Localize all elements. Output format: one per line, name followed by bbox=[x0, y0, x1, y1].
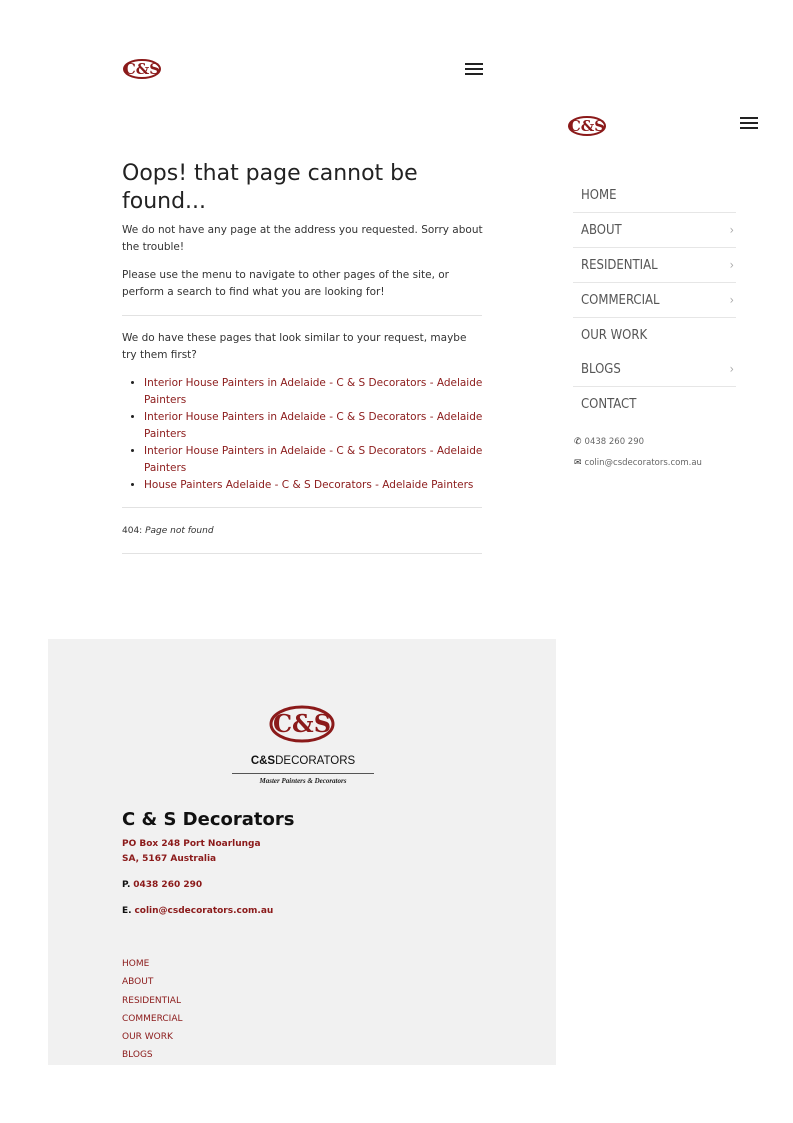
footer-nav-about[interactable]: ABOUT bbox=[122, 977, 154, 988]
menu-item-commercial[interactable] bbox=[573, 283, 736, 318]
menu-item-label: RESIDENTIAL bbox=[581, 257, 658, 273]
menu-item-about[interactable] bbox=[573, 213, 736, 248]
chevron-right-icon[interactable]: › bbox=[729, 223, 734, 237]
chevron-right-icon[interactable]: › bbox=[729, 258, 734, 272]
menu-item-our-work[interactable] bbox=[573, 318, 736, 352]
envelope-icon: ✉ bbox=[574, 458, 582, 468]
error-message bbox=[122, 526, 214, 536]
address bbox=[122, 837, 261, 867]
error-text: Page not found bbox=[145, 526, 214, 536]
company-name: C & S Decorators bbox=[122, 809, 295, 830]
suggestion-link[interactable]: Interior House Painters in Adelaide - C & S Decorators - Adelaide Painters bbox=[144, 445, 483, 474]
logo-icon[interactable] bbox=[122, 55, 162, 83]
menu-item-residential[interactable] bbox=[573, 248, 736, 283]
menu-item-contact[interactable] bbox=[573, 387, 736, 421]
list-item bbox=[144, 375, 504, 409]
footer-email-link[interactable]: colin@csdecorators.com.au bbox=[134, 906, 274, 916]
chevron-right-icon[interactable]: › bbox=[729, 293, 734, 307]
footer-email bbox=[122, 904, 273, 919]
list-item bbox=[144, 409, 504, 443]
intro-text: We do not have any page at the address you requested. Sorry about the trouble! bbox=[122, 224, 483, 253]
logo-text: DECORATORS bbox=[275, 755, 356, 767]
hamburger-menu-icon[interactable] bbox=[465, 63, 483, 77]
divider bbox=[122, 553, 482, 554]
svg-text:C&S: C&S bbox=[272, 709, 332, 738]
address-line: PO Box 248 Port Noarlunga bbox=[122, 839, 261, 849]
menu-item-label: OUR WORK bbox=[581, 327, 648, 343]
menu-item-label: CONTACT bbox=[581, 396, 637, 412]
divider bbox=[122, 315, 482, 316]
footer-nav-residential[interactable]: RESIDENTIAL bbox=[122, 995, 181, 1006]
menu-item-home[interactable] bbox=[573, 178, 736, 213]
menu-item-blogs[interactable] bbox=[573, 352, 736, 387]
footer bbox=[48, 639, 556, 1065]
menu-item-label: ABOUT bbox=[581, 222, 622, 238]
phone-label: P. bbox=[122, 880, 131, 890]
footer-nav-our-work[interactable]: OUR WORK bbox=[122, 1032, 173, 1043]
similar-intro-text: We do have these pages that look similar to your request, maybe try them first? bbox=[122, 332, 467, 361]
contact-email[interactable] bbox=[574, 458, 702, 468]
svg-text:C&S: C&S bbox=[568, 117, 606, 135]
address-line: SA, 5167 Australia bbox=[122, 854, 217, 864]
logo-text-bold: C&S bbox=[250, 755, 276, 767]
list-item bbox=[144, 477, 504, 494]
logo-icon[interactable] bbox=[567, 112, 607, 140]
footer-phone-link[interactable]: 0438 260 290 bbox=[133, 880, 203, 890]
svg-text:C&S: C&S bbox=[123, 60, 161, 78]
menu-item-label: HOME bbox=[581, 187, 617, 203]
suggestion-link[interactable]: House Painters Adelaide - C & S Decorators - Adelaide Painters bbox=[144, 479, 474, 491]
footer-nav-home[interactable]: HOME bbox=[122, 959, 150, 969]
logo-tagline: Master Painters & Decorators bbox=[259, 777, 347, 785]
phone-icon: ✆ bbox=[574, 437, 582, 447]
suggestion-list bbox=[122, 375, 504, 494]
suggestion-link[interactable]: Interior House Painters in Adelaide - C & S Decorators - Adelaide Painters bbox=[144, 411, 483, 440]
side-menu bbox=[573, 178, 736, 421]
contact-phone-text: 0438 260 290 bbox=[584, 437, 645, 447]
divider bbox=[122, 507, 482, 508]
page-title: Oops! that page cannot be found... bbox=[122, 161, 418, 214]
contact-email-text: colin@csdecorators.com.au bbox=[584, 458, 702, 468]
error-code: 404: bbox=[122, 526, 143, 536]
suggestion-link[interactable]: Interior House Painters in Adelaide - C & S Decorators - Adelaide Painters bbox=[144, 377, 483, 406]
email-label: E. bbox=[122, 906, 132, 916]
hamburger-menu-icon[interactable] bbox=[740, 117, 758, 131]
menu-item-label: BLOGS bbox=[581, 361, 621, 377]
chevron-right-icon[interactable]: › bbox=[729, 362, 734, 376]
footer-nav-commercial[interactable]: COMMERCIAL bbox=[122, 1013, 183, 1024]
menu-item-label: COMMERCIAL bbox=[581, 292, 660, 308]
footer-logo bbox=[232, 699, 374, 789]
logo-icon bbox=[266, 699, 338, 749]
help-text: Please use the menu to navigate to other pages of the site, or perform a search to find what you are looking for! bbox=[122, 269, 449, 298]
footer-phone bbox=[122, 878, 202, 893]
list-item bbox=[144, 443, 504, 477]
footer-nav-blogs[interactable]: BLOGS bbox=[122, 1050, 153, 1061]
footer-nav bbox=[122, 955, 183, 1065]
contact-phone[interactable] bbox=[574, 437, 644, 447]
